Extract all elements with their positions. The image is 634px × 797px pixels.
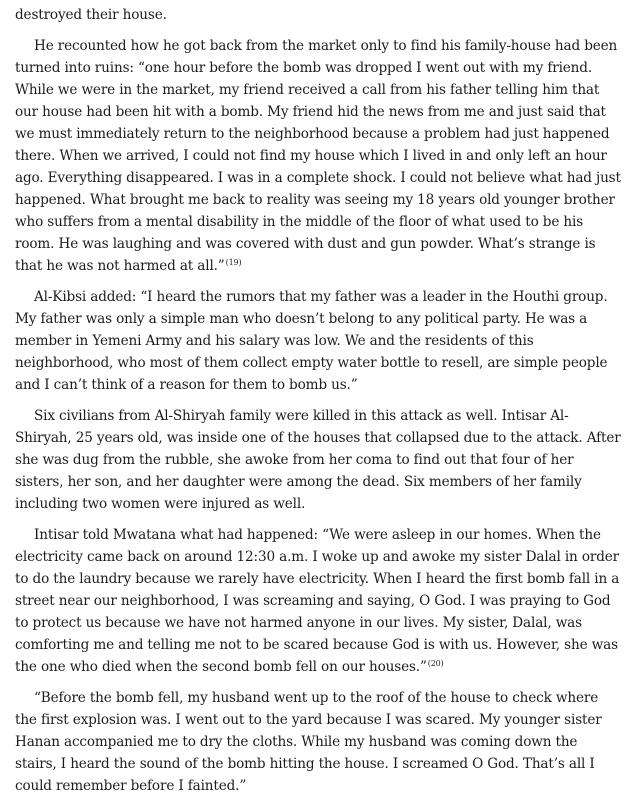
- paragraph-al-shiryah: [15, 405, 622, 515]
- paragraph-text: Six civilians from Al-Shiryah family were killed in this attack as well. Intisar Al-Shiryah, 25 years old, was inside one of the houses that collapsed due to the attack. After she was dug from the rubble, she awoke from her coma to find out that four of her sisters, her son, and her daughter were among the dead. Six members of her family including two women were injured as well.: [15, 408, 621, 512]
- paragraph-text: Al-Kibsi added: “I heard the rumors that my father was a leader in the Houthi group. My father was only a simple man who doesn’t belong to any political party. He was a member in Yemeni Army and his salary was low. We and the residents of this neighborhood, who most of them collect empty water bottle to resell, are simple people and I can’t think of a reason for them to bomb us.”: [15, 289, 608, 393]
- paragraph-text: destroyed their house.: [15, 7, 167, 23]
- footnote-ref: (20): [427, 659, 444, 668]
- paragraph-text: He recounted how he got back from the market only to find his family-house had been turned into ruins: “one hour before the bomb was dropped I went out with my friend. While we were in the market, my friend received a call from his father telling him that our house had been hit with a bomb. My friend hid the news from me and just said that we must immediately return to the neighborhood because a problem had just happened there. When we arrived, I could not find my house which I lived in and only left an hour ago. Everything disappeared. I was in a complete shock. I could not believe what had just happened. What brought me back to reality was seeing my 18 years old younger brother who suffers from a mental disability in the middle of the floor of what used to be his room. He was laughing and was covered with dust and gun powder. What’s strange is that he was not harmed at all.”: [15, 38, 621, 274]
- paragraph-text: Intisar told Mwatana what had happened: “We were asleep in our homes. When the electricity came back on around 12:30 a.m. I woke up and awoke my sister Dalal in order to do the laundry because we rarely have electricity. When I heard the first bomb fall in a street near our neighborhood, I was screaming and saying, O God. I was praying to God to protect us because we have not harmed anyone in our lives. My sister, Dalal, was comforting me and telling me not to be scared because God is with us. However, she was the one who died when the second bomb fell on our houses.”: [15, 527, 620, 675]
- paragraph-continuation: [15, 4, 622, 26]
- paragraph-al-kibsi: [15, 286, 622, 396]
- paragraph-intisar-testimony: [15, 524, 622, 678]
- footnote-ref: (19): [225, 258, 242, 267]
- paragraph-text: “Before the bomb fell, my husband went up to the roof of the house to check where the first explosion was. I went out to the yard because I was scared. My younger sister Hanan accompanied me to dry the cloths. While my husband was coming down the stairs, I heard the sound of the bomb hitting the house. I screamed O God. That’s all I could remember before I fainted.”: [15, 690, 602, 794]
- paragraph-before-bomb: [15, 687, 622, 797]
- paragraph-recounted: [15, 35, 622, 277]
